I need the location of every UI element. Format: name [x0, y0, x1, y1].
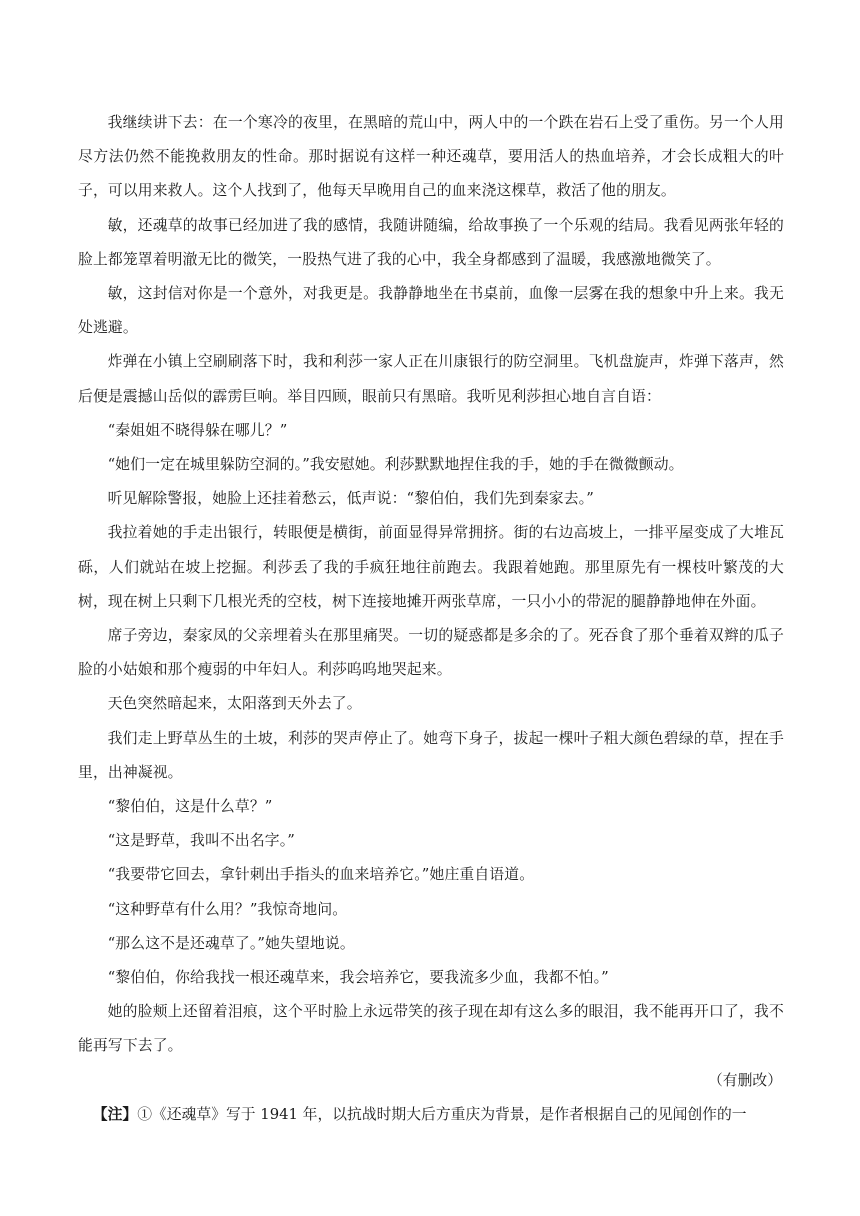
paragraph: 敏，这封信对你是一个意外，对我更是。我静静地坐在书桌前，血像一层雾在我的想象中升上来。我无处逃避。: [78, 285, 784, 337]
paragraph: 炸弹在小镇上空刷刷落下时，我和利莎一家人正在川康银行的防空洞里。飞机盘旋声，炸弹下落声，然后便是震撼山岳似的霹雳巨响。举目四顾，眼前只有黑暗。我听见利莎担心地自言自语：: [78, 353, 784, 405]
paragraph: “那么这不是还魂草了。”她失望地说。: [107, 934, 355, 952]
paragraph: 我继续讲下去：在一个寒冷的夜里，在黑暗的荒山中，两人中的一个跌在岩石上受了重伤。另一个人用尽方法仍然不能挽救朋友的性命。那时据说有这样一种还魂草，要用活人的热血培养，才会长成粗大的叶子，可以用来救人。这个人找到了，他每天早晚用自己的血来浇这棵草，救活了他的朋友。: [78, 114, 784, 200]
article-body: [78, 106, 784, 1132]
paragraph: 席子旁边，秦家凤的父亲埋着头在那里痛哭。一切的疑惑都是多余的了。死吞食了那个垂着双辫的瓜子脸的小姑娘和那个瘦弱的中年妇人。利莎呜呜地哭起来。: [78, 627, 784, 679]
paragraph: 天色突然暗起来，太阳落到天外去了。: [107, 695, 362, 713]
paragraph: 我拉着她的手走出银行，转眼便是横街，前面显得异常拥挤。街的右边高坡上，一排平屋变成了大堆瓦砾，人们就站在坡上挖掘。利莎丢了我的手疯狂地往前跑去。我跟着她跑。那里原先有一棵枝叶繁茂的大树，现在树上只剩下几根光秃的空枝，树下连接地摊开两张草席，一只小小的带泥的腿静静地伸在外面。: [78, 524, 784, 610]
paragraph: 她的脸颊上还留着泪痕，这个平时脸上永远带笑的孩子现在却有这么多的眼泪，我不能再开口了，我不能再写下去了。: [78, 1003, 784, 1055]
footnote-text: ①《还魂草》写于 1941 年，以抗战时期大后方重庆为背景，是作者根据自己的见闻创作的一: [137, 1105, 747, 1123]
source-note: （有删改）: [708, 1071, 782, 1089]
paragraph: “这种野草有什么用？”我惊奇地问。: [107, 900, 348, 918]
paragraph: “我要带它回去，拿针刺出手指头的血来培养它。”她庄重自语道。: [107, 866, 535, 884]
paragraph: “秦姐姐不晓得躲在哪儿？”: [107, 421, 288, 439]
paragraph: “她们一定在城里躲防空洞的。”我安慰她。利莎默默地捏住我的手，她的手在微微颤动。: [107, 456, 684, 474]
footnote: [78, 1098, 784, 1132]
paragraph: 我们走上野草丛生的土坡，利莎的哭声停止了。她弯下身子，拔起一棵叶子粗大颜色碧绿的草，捏在手里，出神凝视。: [78, 729, 784, 781]
footnote-tag: 【注】: [92, 1105, 138, 1123]
paragraph: 听见解除警报，她脸上还挂着愁云，低声说：“黎伯伯，我们先到秦家去。”: [107, 490, 594, 508]
paragraph: “黎伯伯，这是什么草？”: [107, 798, 273, 816]
paragraph: “黎伯伯，你给我找一根还魂草来，我会培养它，要我流多少血，我都不怕。”: [107, 969, 609, 987]
paragraph: 敏，还魂草的故事已经加进了我的感情，我随讲随编，给故事换了一个乐观的结局。我看见两张年轻的脸上都笼罩着明澈无比的微笑，一股热气进了我的心中，我全身都感到了温暖，我感激地微笑了。: [78, 216, 784, 268]
paragraph: “这是野草，我叫不出名字。”: [107, 832, 295, 850]
